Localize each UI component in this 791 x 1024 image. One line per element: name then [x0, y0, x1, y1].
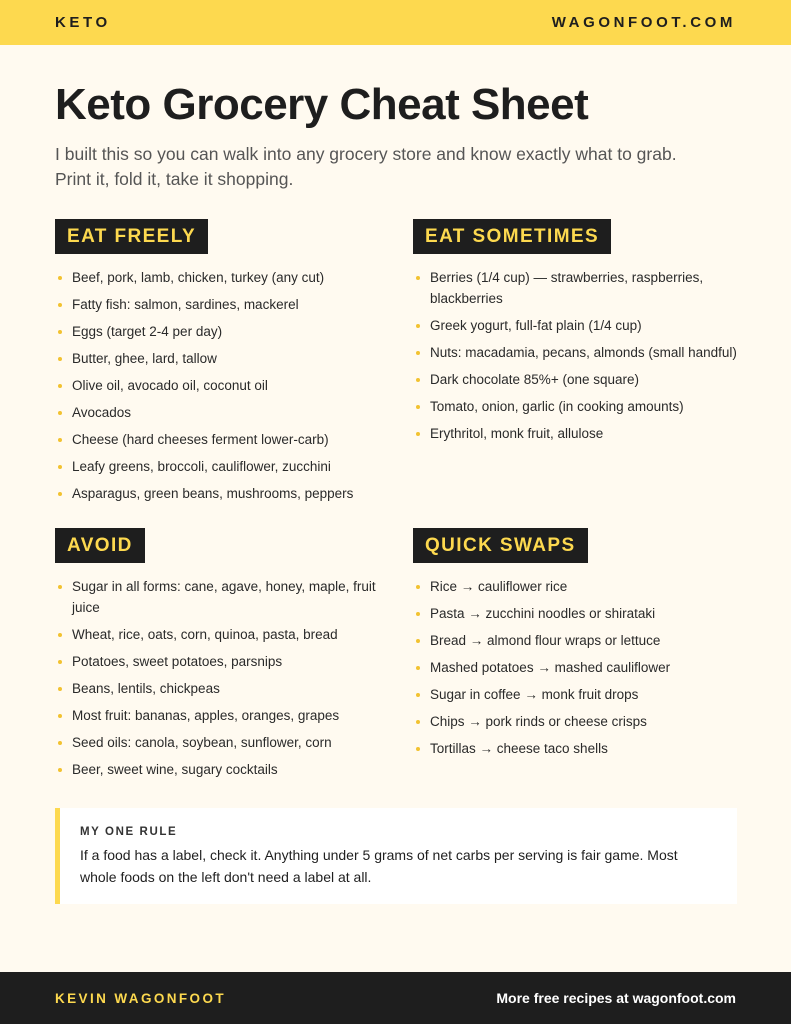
callout-text: If a food has a label, check it. Anything under 5 grams of net carbs per serving is fair game. Most whole foods on the left don't need a label at all.: [80, 847, 678, 885]
list-item: Tortillas → cheese taco shells: [413, 738, 743, 759]
list-item: Sugar in all forms: cane, agave, honey, maple, fruit juice: [55, 576, 385, 618]
list-item: Potatoes, sweet potatoes, parsnips: [55, 651, 385, 672]
list-item: Berries (1/4 cup) — strawberries, raspberries, blackberries: [413, 267, 743, 309]
item-list: [55, 267, 385, 504]
list-item: Chips → pork rinds or cheese crisps: [413, 711, 743, 732]
page-title: Keto Grocery Cheat Sheet: [55, 80, 589, 129]
callout-label: MY ONE RULE: [80, 826, 178, 838]
item-list: [413, 267, 743, 444]
list-item: Beef, pork, lamb, chicken, turkey (any cut): [55, 267, 385, 288]
list-item: Pasta → zucchini noodles or shirataki: [413, 603, 743, 624]
recipes-link[interactable]: More free recipes at wagonfoot.com: [496, 990, 736, 1006]
section-title: EAT FREELY: [55, 219, 208, 254]
footer-bar: [0, 972, 791, 1024]
site-name[interactable]: WAGONFOOT.COM: [551, 14, 736, 31]
list-item: Beer, sweet wine, sugary cocktails: [55, 759, 385, 780]
list-item: Eggs (target 2-4 per day): [55, 321, 385, 342]
section-avoid: [55, 528, 385, 786]
intro-text: I built this so you can walk into any grocery store and know exactly what to grab. Print it, fold it, take it shopping.: [55, 144, 677, 189]
list-item: Erythritol, monk fruit, allulose: [413, 423, 743, 444]
section-eat-freely: [55, 219, 385, 510]
list-item: Most fruit: bananas, apples, oranges, grapes: [55, 705, 385, 726]
list-item: Mashed potatoes → mashed cauliflower: [413, 657, 743, 678]
list-item: Dark chocolate 85%+ (one square): [413, 369, 743, 390]
one-rule-callout: [55, 808, 737, 904]
section-title: AVOID: [55, 528, 145, 563]
section-title: EAT SOMETIMES: [413, 219, 611, 254]
list-item: Cheese (hard cheeses ferment lower-carb): [55, 429, 385, 450]
list-item: Leafy greens, broccoli, cauliflower, zucchini: [55, 456, 385, 477]
category-label: KETO: [55, 14, 111, 31]
list-item: Sugar in coffee → monk fruit drops: [413, 684, 743, 705]
section-title: QUICK SWAPS: [413, 528, 588, 563]
list-item: Tomato, onion, garlic (in cooking amounts): [413, 396, 743, 417]
list-item: Fatty fish: salmon, sardines, mackerel: [55, 294, 385, 315]
top-bar: [0, 0, 791, 45]
item-list: [55, 576, 385, 780]
list-item: Greek yogurt, full-fat plain (1/4 cup): [413, 315, 743, 336]
list-item: Beans, lentils, chickpeas: [55, 678, 385, 699]
section-eat-sometimes: [413, 219, 743, 450]
section-quick-swaps: [413, 528, 743, 765]
author-name: KEVIN WAGONFOOT: [55, 990, 226, 1006]
list-item: Seed oils: canola, soybean, sunflower, corn: [55, 732, 385, 753]
list-item: Olive oil, avocado oil, coconut oil: [55, 375, 385, 396]
list-item: Asparagus, green beans, mushrooms, peppers: [55, 483, 385, 504]
list-item: Nuts: macadamia, pecans, almonds (small handful): [413, 342, 743, 363]
list-item: Wheat, rice, oats, corn, quinoa, pasta, bread: [55, 624, 385, 645]
list-item: Bread → almond flour wraps or lettuce: [413, 630, 743, 651]
list-item: Rice → cauliflower rice: [413, 576, 743, 597]
list-item: Butter, ghee, lard, tallow: [55, 348, 385, 369]
list-item: Avocados: [55, 402, 385, 423]
item-list: [413, 576, 743, 759]
